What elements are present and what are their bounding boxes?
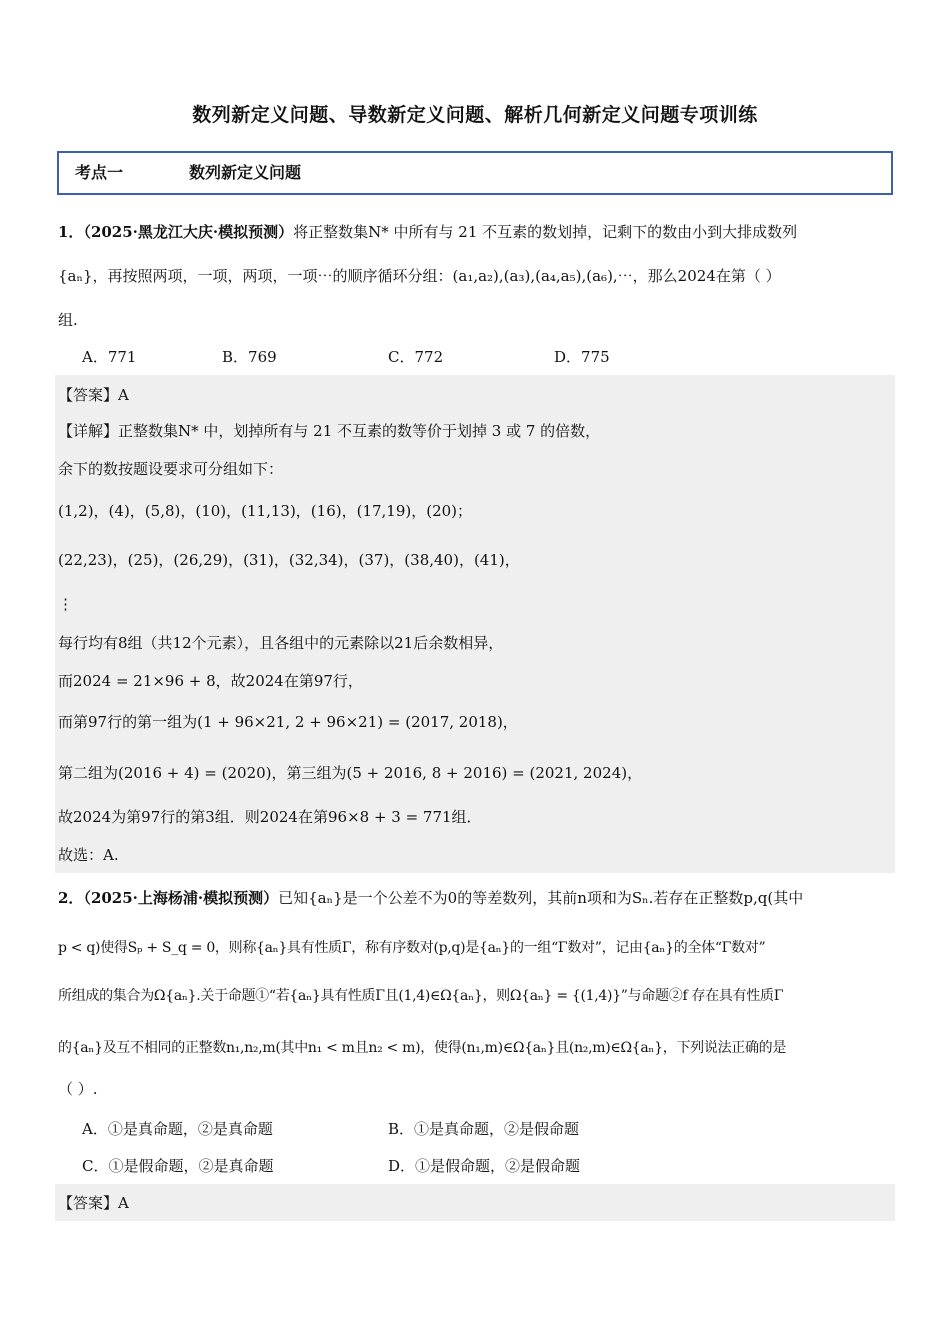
q1-line1 xyxy=(58,221,797,243)
q2-text-2: p < q)使得Sₚ + S_q = 0，则称{aₙ}具有性质Γ，称有序数对(p,q)是{aₙ}的一组“Γ数对”，记由{aₙ}的全体“Γ数对” xyxy=(58,940,766,956)
q2-option-c: C．①是假命题，②是真命题 xyxy=(82,1157,274,1175)
q2-option-a: A．①是真命题，②是真命题 xyxy=(82,1120,273,1138)
q1-detail-1: 【详解】正整数集N* 中，划掉所有与 21 不互素的数等价于划掉 3 或 7 的倍数， xyxy=(58,422,601,440)
q1-source: （2025·黑龙江大庆·模拟预测） xyxy=(83,223,294,241)
q1-text-2: {aₙ}，再按照两项，一项，两项，一项⋯的顺序循环分组：(a₁,a₂),(a₃),(a₄,a₅),(a₆),⋯，那么2024在第（ ） xyxy=(58,267,781,285)
q2-answer: 【答案】A xyxy=(58,1194,129,1212)
q1-detail-9: 第二组为(2016 + 4) = (2020)，第三组为(5 + 2016, 8 + 2016) = (2021, 2024)， xyxy=(58,764,643,782)
q1-detail-6: 每行均有8组（共12个元素），且各组中的元素除以21后余数相异， xyxy=(58,634,504,652)
q1-number: 1． xyxy=(58,223,84,241)
q1-detail-2: 余下的数按题设要求可分组如下： xyxy=(58,460,284,478)
q1-answer: 【答案】A xyxy=(58,386,129,404)
q1-detail-7: 而2024 = 21×96 + 8，故2024在第97行， xyxy=(58,672,363,690)
q1-detail-11: 故选：A. xyxy=(58,846,119,864)
q1-option-b: B．769 xyxy=(222,348,277,366)
q1-text-3: 组. xyxy=(58,311,78,329)
q2-number: 2． xyxy=(58,889,84,907)
q1-detail-4: (22,23)，(25)，(26,29)，(31)，(32,34)，(37)，(38,40)，(41)， xyxy=(58,551,520,569)
q1-detail-3: (1,2)，(4)，(5,8)，(10)，(11,13)，(16)，(17,19)，(20)； xyxy=(58,502,473,520)
q1-detail-10: 故2024为第97行的第3组．则2024在第96×8 + 3 = 771组． xyxy=(58,808,482,826)
page-title: 数列新定义问题、导数新定义问题、解析几何新定义问题专项训练 xyxy=(192,104,758,126)
q1-detail-5: ⋮ xyxy=(58,595,73,613)
q2-solution-block xyxy=(55,1184,895,1221)
q2-text-1: 已知{aₙ}是一个公差不为0的等差数列，其前n项和为Sₙ.若存在正整数p,q(其中 xyxy=(278,889,804,907)
section-name: 数列新定义问题 xyxy=(189,163,302,182)
section-header xyxy=(57,151,893,195)
section-label: 考点一 xyxy=(75,163,124,182)
q2-source: （2025·上海杨浦·模拟预测） xyxy=(83,889,279,907)
q1-text-1: 将正整数集N* 中所有与 21 不互素的数划掉，记剩下的数由小到大排成数列 xyxy=(293,223,798,241)
q2-option-b: B．①是真命题，②是假命题 xyxy=(388,1120,580,1138)
q2-line1 xyxy=(58,887,803,909)
q1-solution-block xyxy=(55,375,895,873)
q1-detail-8: 而第97行的第一组为(1 + 96×21, 2 + 96×21) = (2017, 2018)， xyxy=(58,713,518,731)
q2-text-3: 所组成的集合为Ω{aₙ}.关于命题①“若{aₙ}具有性质Γ且(1,4)∈Ω{aₙ}，则Ω{aₙ} = {(1,4)}”与命题②f 存在具有性质Γ xyxy=(58,988,784,1004)
q1-option-d: D．775 xyxy=(554,348,610,366)
q2-option-d: D．①是假命题，②是假命题 xyxy=(388,1157,581,1175)
q2-text-5: （ ）. xyxy=(58,1080,98,1098)
q2-text-4: 的{aₙ}及互不相同的正整数n₁,n₂,m(其中n₁ < m且n₂ < m)，使得(n₁,m)∈Ω{aₙ}且(n₂,m)∈Ω{aₙ}，下列说法正确的是 xyxy=(58,1040,787,1056)
q1-option-c: C．772 xyxy=(388,348,444,366)
q1-option-a: A．771 xyxy=(82,348,137,366)
